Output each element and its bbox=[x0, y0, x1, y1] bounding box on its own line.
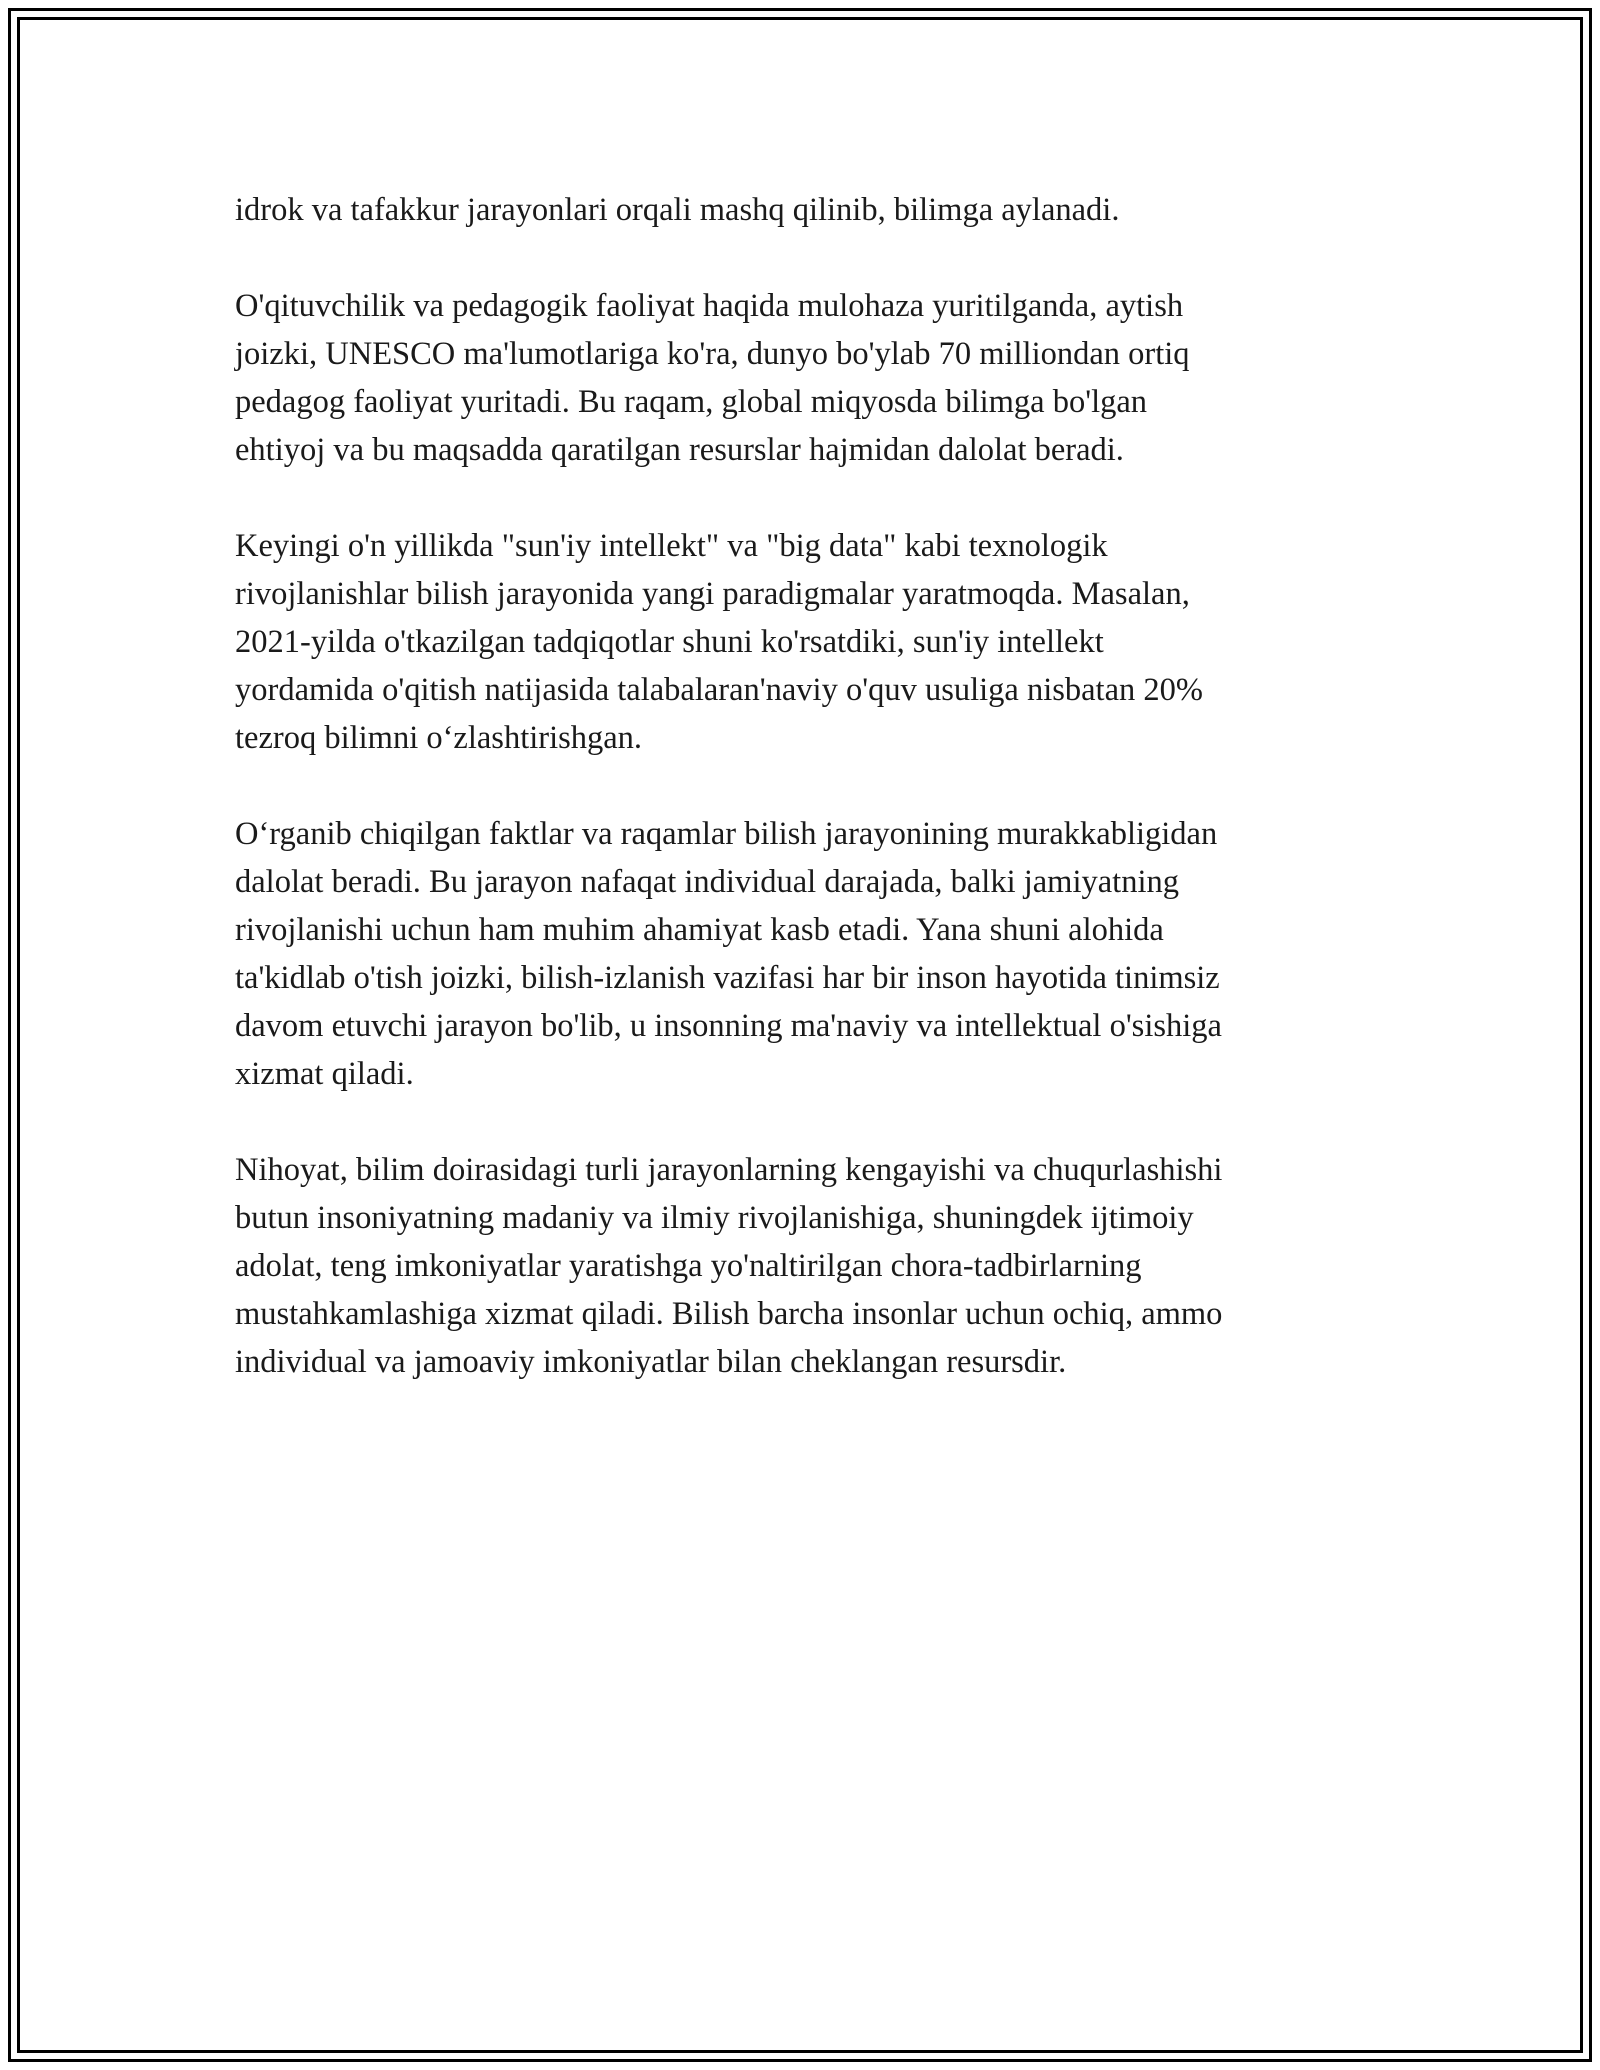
paragraph: Keyingi o'n yillikda "sun'iy intellekt" va "big data" kabi texnologik rivojlanishlar bilish jarayonida yangi paradigmalar yaratmoqda. Masalan, 2021-yilda o'tkazilgan tadqiqotlar shuni ko'rsatdiki, sun'iy intellekt yordamida o'qitish natijasida talabalaran'naviy o'quv usuliga nisbatan 20% tezroq bilimni o‘zlashtirishgan. bbox=[235, 528, 1203, 756]
paragraph: O‘rganib chiqilgan faktlar va raqamlar bilish jarayonining murakkabligidan dalolat beradi. Bu jarayon nafaqat individual darajada, balki jamiyatning rivojlanishi uchun ham muhim ahamiyat kasb etadi. Yana shuni alohida ta'kidlab o'tish joizki, bilish-izlanish vazifasi har bir inson hayotida tinimsiz davom etuvchi jarayon bo'lib, u insonning ma'naviy va intellektual o'sishiga xizmat qiladi. bbox=[235, 816, 1222, 1092]
paragraph: Nihoyat, bilim doirasidagi turli jarayonlarning kengayishi va chuqurlashishi butun insoniyatning madaniy va ilmiy rivojlanishiga, shuningdek ijtimoiy adolat, teng imkoniyatlar yaratishga yo'naltirilgan chora-tadbirlarning mustahkamlashiga xizmat qiladi. Bilish barcha insonlar uchun ochiq, ammo individual va jamoaviy imkoniyatlar bilan cheklangan resursdir. bbox=[235, 1152, 1223, 1380]
paragraph: O'qituvchilik va pedagogik faoliyat haqida mulohaza yuritilganda, aytish joizki, UNESCO ma'lumotlariga ko'ra, dunyo bo'ylab 70 milliondan ortiq pedagog faoliyat yuritadi. Bu raqam, global miqyosda bilimga bo'lgan ehtiyoj va bu maqsadda qaratilgan resurslar hajmidan dalolat beradi. bbox=[235, 288, 1190, 468]
document-body bbox=[235, 186, 1370, 1434]
paragraph: idrok va tafakkur jarayonlari orqali mashq qilinib, bilimga aylanadi. bbox=[235, 192, 1120, 228]
